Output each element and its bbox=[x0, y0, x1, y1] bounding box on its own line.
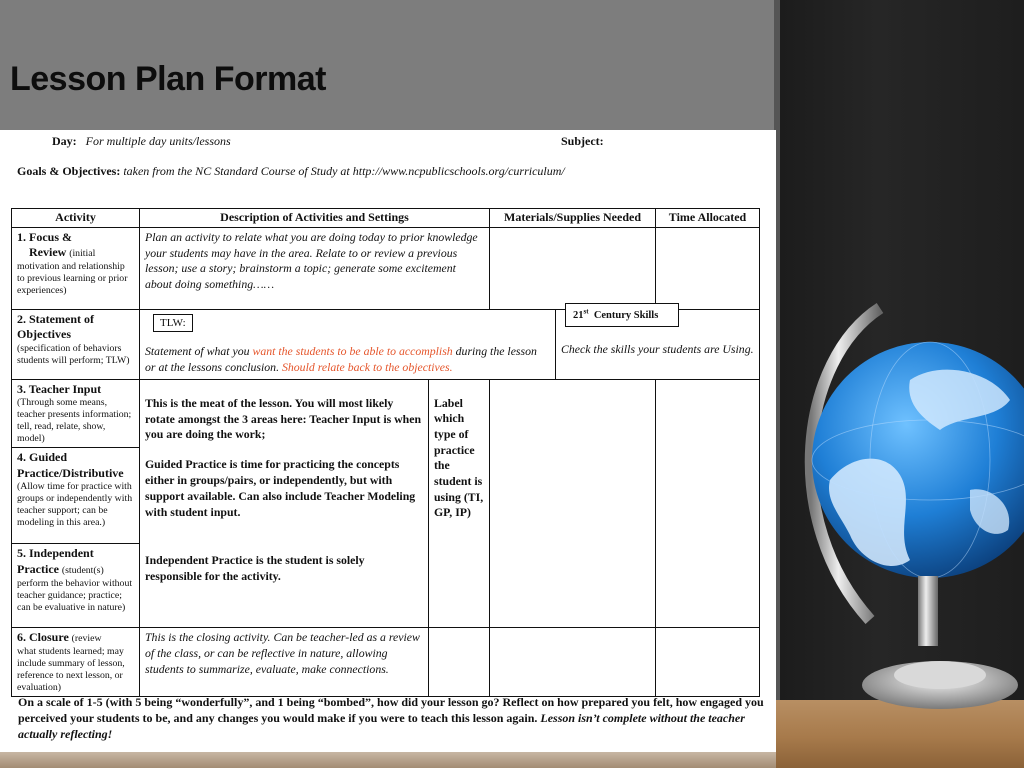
subject-label: Subject: bbox=[561, 134, 604, 148]
activity-cell-teacher-input bbox=[12, 379, 140, 447]
independent-note: perform the behavior without teacher guidance; practice; can be evaluative in nature) bbox=[17, 577, 133, 613]
reflection-footer bbox=[18, 694, 766, 743]
closure-materials-cell bbox=[490, 627, 656, 696]
column-header-time: Time Allocated bbox=[656, 209, 760, 228]
closure-label-cell bbox=[429, 627, 490, 696]
table-row-teacher-input bbox=[12, 379, 760, 447]
activity-cell-objectives bbox=[12, 309, 140, 379]
skills-description: Check the skills your students are Using. bbox=[561, 341, 754, 356]
practice-label-text: Label which type of practice the student is using (TI, GP, IP) bbox=[434, 395, 484, 520]
lesson-plan-document bbox=[0, 130, 776, 752]
focus-materials-cell bbox=[490, 227, 656, 309]
objectives-note: (specification of behaviors students will perform; TLW) bbox=[17, 342, 130, 366]
column-header-activity: Activity bbox=[12, 209, 140, 228]
day-label: Day: bbox=[52, 134, 77, 148]
objectives-desc-c: during the lesson or at the lessons conclusion. bbox=[145, 344, 537, 375]
goals-label: Goals & Objectives: bbox=[17, 164, 121, 178]
guided-title: 4. Guided Practice/Distributive bbox=[17, 449, 124, 480]
practice-desc-teacher-input: This is the meat of the lesson. You will most likely rotate amongst the 3 areas here: Teacher Input is when you are doing the work; bbox=[145, 395, 422, 442]
reflection-italic: Lesson isn’t complete without the teacher actually reflecting! bbox=[18, 711, 745, 742]
column-header-materials: Materials/Supplies Needed bbox=[490, 209, 656, 228]
objectives-desc-d: Should relate back to the objectives. bbox=[281, 360, 453, 375]
slide-title: Lesson Plan Format bbox=[10, 60, 326, 98]
practice-desc-independent: Independent Practice is the student is solely responsible for the activity. bbox=[145, 553, 365, 583]
closure-description: This is the closing activity. Can be teacher-led as a review of the class, or can be reflective in nature, allowing students to summarize, evaluate, make connections. bbox=[140, 627, 429, 696]
objectives-desc-b: want the students to be able to accomplish bbox=[252, 344, 453, 359]
globe-icon bbox=[790, 290, 1024, 720]
practice-description-cell bbox=[140, 379, 429, 627]
tlw-box: TLW: bbox=[153, 314, 193, 333]
closure-time-cell bbox=[656, 627, 760, 696]
table-row-closure bbox=[12, 627, 760, 696]
focus-note-inline: (initial bbox=[69, 248, 96, 260]
practice-label-cell bbox=[429, 379, 490, 627]
goals-line bbox=[17, 164, 565, 179]
teacher-input-title: 3. Teacher Input bbox=[17, 381, 102, 396]
focus-title-b: Review bbox=[29, 245, 67, 260]
practice-time-cell bbox=[656, 379, 760, 627]
floor-strip bbox=[0, 752, 776, 768]
objectives-title: 2. Statement of Objectives bbox=[17, 311, 94, 342]
closure-title: 6. Closure bbox=[17, 629, 69, 644]
lesson-plan-table bbox=[11, 208, 760, 697]
closure-note-inline: (review bbox=[71, 632, 102, 644]
focus-description: Plan an activity to relate what you are doing today to prior knowledge your students may have in the area. Relate to or review a previous lesson; use a story; brainstorm a topic; generate some excitement about doing something…… bbox=[140, 227, 490, 309]
table-row-focus bbox=[12, 227, 760, 309]
reflection-text: On a scale of 1-5 (with 5 being “wonderfully”, and 1 being “bombed”, how did your lesson go? Reflect on how prepared you felt, how engaged you perceived your students to be, and any changes you would make if you were to teach this lesson again. bbox=[18, 695, 764, 726]
activity-cell-independent bbox=[12, 543, 140, 627]
activity-cell-guided bbox=[12, 447, 140, 543]
activity-cell-closure bbox=[12, 627, 140, 696]
practice-materials-cell bbox=[490, 379, 656, 627]
day-value: For multiple day units/lessons bbox=[85, 134, 231, 148]
day-line bbox=[52, 134, 231, 149]
independent-note-inline: (student(s) bbox=[61, 564, 104, 576]
century-skills-label: 21st Century Skills bbox=[573, 307, 659, 321]
teacher-input-note: (Through some means, teacher presents information; tell, read, relate, show, model) bbox=[17, 397, 132, 444]
objectives-description-cell bbox=[140, 309, 556, 379]
closure-note: what students learned; may include summary of lesson, reference to next lesson, or evaluation) bbox=[17, 645, 125, 693]
independent-title: 5. Independent Practice bbox=[17, 545, 94, 576]
table-header-row bbox=[12, 209, 760, 228]
activity-cell-focus bbox=[12, 227, 140, 309]
focus-title-a: 1. Focus & bbox=[17, 229, 72, 244]
objectives-desc-a: Statement of what you bbox=[145, 344, 250, 359]
practice-desc-guided: Guided Practice is time for practicing the concepts either in groups/pairs, or independently, but with support available. Can also include Teacher Modeling with student input. bbox=[145, 457, 416, 520]
guided-note: (Allow time for practice with groups or independently with teacher support; can be modeling in this area.) bbox=[17, 481, 133, 528]
focus-time-cell bbox=[656, 227, 760, 309]
focus-note: motivation and relationship to previous learning or prior experiences) bbox=[17, 261, 128, 296]
goals-value: taken from the NC Standard Course of Study at http://www.ncpublicschools.org/curriculum/ bbox=[123, 164, 565, 178]
column-header-description: Description of Activities and Settings bbox=[140, 209, 490, 228]
century-skills-box bbox=[565, 303, 679, 327]
globe-image bbox=[790, 290, 1024, 720]
